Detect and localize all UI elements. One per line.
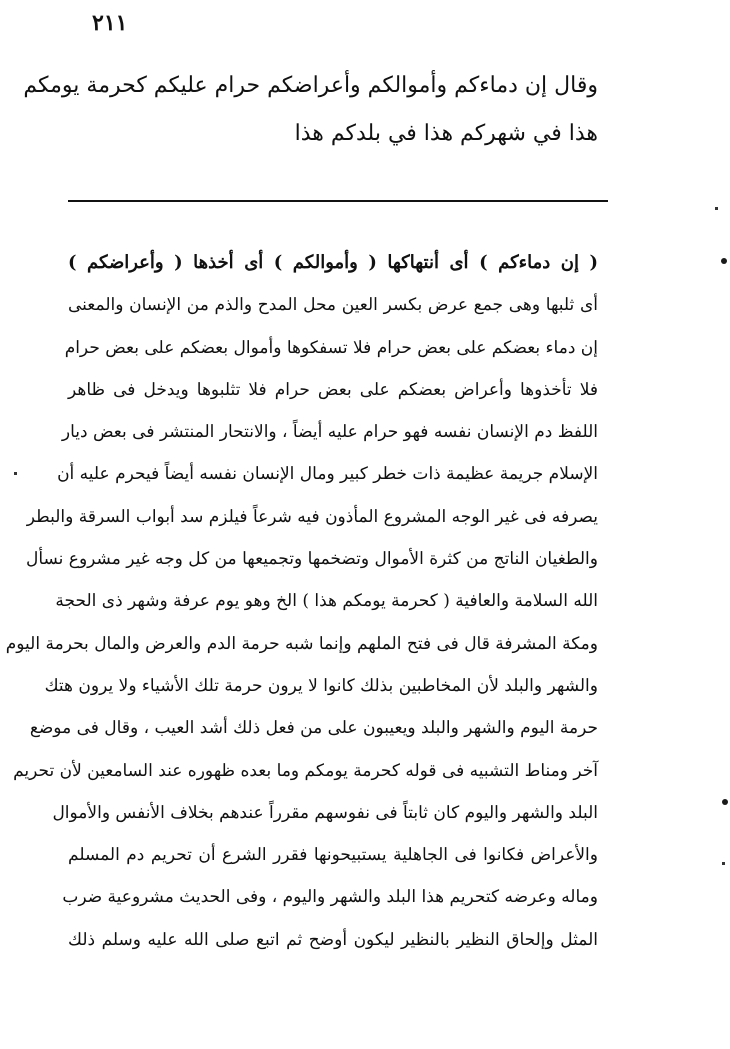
commentary-line-1: ( إن دماءكم ) أى أنتهاكها ( وأموالكم ) أى أخذها ( وأعراضكم ): [68, 252, 598, 273]
page-number: ٢١١: [92, 10, 128, 36]
hadith-text: [23, 62, 598, 158]
hadith-line-2: هذا في شهركم هذا في بلدكم هذا: [294, 121, 598, 146]
commentary-line-6: الإسلام جريمة عظيمة ذات خطر كبير ومال الإنسان نفسه أيضاً فيحرم عليه أن: [57, 464, 598, 485]
scan-speck: [721, 258, 727, 264]
commentary-line-9: الله السلامة والعافية ( كحرمة يومكم هذا ) الخ وهو يوم عرفة وشهر ذى الحجة: [55, 591, 598, 612]
commentary-line-15: والأعراض فكانوا فى الجاهلية يستبيحونها فقرر الشرع أن تحريم دم المسلم: [68, 845, 598, 866]
commentary-line-4: فلا تأخذوها وأعراض بعضكم على بعض حرام فلا تثلبوها ويدخل فى ظاهر: [68, 379, 598, 400]
scan-speck: [722, 799, 728, 805]
commentary-line-13: آخر ومناط التشبيه فى قوله كحرمة يومكم وما بعده ظهوره عند السامعين لأن تحريم: [13, 760, 598, 781]
commentary-line-5: اللفظ دم الإنسان نفسه فهو حرام عليه أيضاً ، والانتحار المنتشر فى بعض ديار: [61, 422, 598, 443]
commentary-line-12: حرمة اليوم والشهر والبلد ويعيبون على من فعل ذلك أشد العيب ، وقال فى موضع: [29, 718, 598, 739]
commentary-line-8: والطغيان الناتج من كثرة الأموال وتضخمها وتجميعها من كل وجه غير مشروع نسأل: [25, 549, 598, 570]
commentary-line-2: أى ثلبها وهى جمع عرض بكسر العين محل المدح والذم من الإنسان والمعنى: [68, 295, 598, 316]
scan-speck: [722, 862, 725, 865]
commentary-line-16: وماله وعرضه كتحريم هذا البلد والشهر واليوم ، وفى الحديث مشروعية ضرب: [62, 887, 598, 908]
commentary-line-11: والشهر والبلد لأن المخاطبين بذلك كانوا لا يرون حرمة تلك الأشياء ولا يرون هتك: [44, 675, 598, 696]
scan-speck: [14, 472, 17, 475]
hadith-line-1: وقال إن دماءكم وأموالكم وأعراضكم حرام عليكم كحرمة يومكم: [23, 73, 598, 98]
separator-rule: [68, 200, 608, 202]
commentary-line-17: المثل وإلحاق النظير بالنظير ليكون أوضح ثم اتبع صلى الله عليه وسلم ذلك: [68, 929, 598, 950]
commentary-line-10: ومكة المشرفة قال فى فتح الملهم وإنما شبه حرمة الدم والعرض والمال بحرمة اليوم: [5, 633, 598, 654]
scan-speck: [715, 207, 718, 210]
commentary-text: [5, 242, 598, 961]
commentary-line-7: يصرفه فى غير الوجه المشروع المأذون فيه شرعاً فيلزم سد أبواب السرقة والبطر: [26, 506, 598, 527]
commentary-line-3: إن دماء بعضكم على بعض حرام فلا تسفكوها وأموال بعضكم على بعض حرام: [64, 337, 598, 358]
commentary-line-14: البلد والشهر واليوم كان ثابتاً فى نفوسهم مقرراً عندهم بخلاف الأنفس والأموال: [52, 802, 598, 823]
